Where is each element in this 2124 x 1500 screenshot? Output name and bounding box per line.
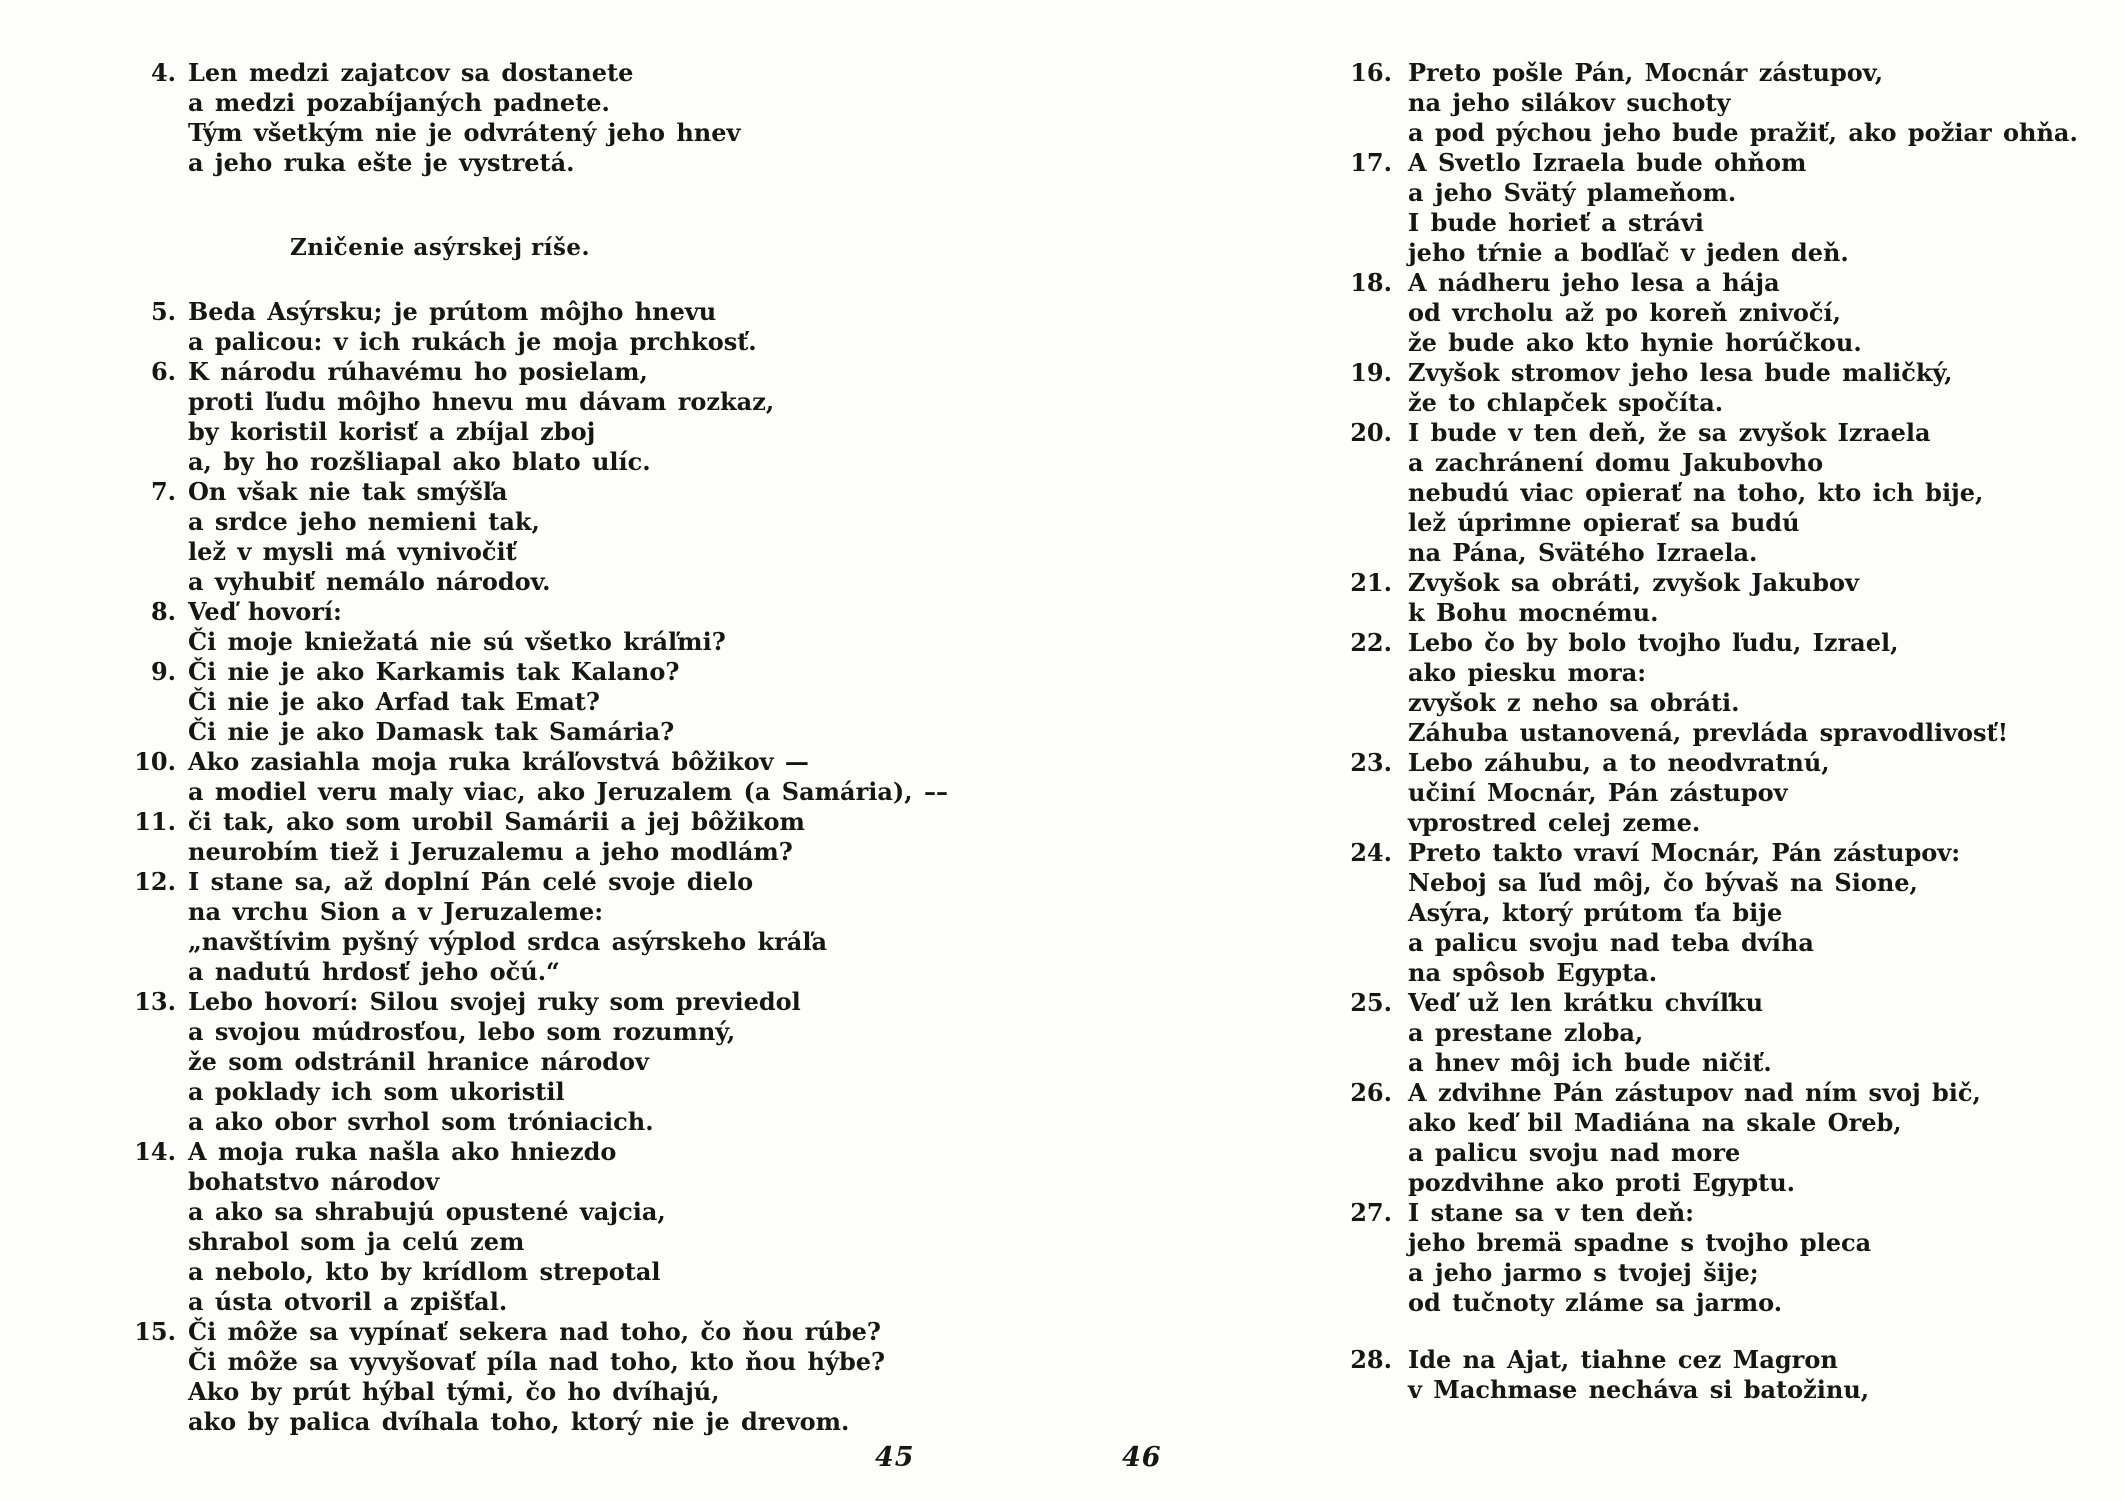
verse-number: 22. (1350, 628, 1392, 657)
verse-4 (130, 58, 900, 178)
verse-18 (1342, 268, 2122, 358)
verse-20 (1342, 418, 2122, 568)
verse-text (188, 747, 948, 807)
verse-line: a ako obor svrhol som tróniacich. (188, 1107, 654, 1136)
verse-number: 14. (134, 1137, 176, 1166)
verse-line: Zvyšok stromov jeho lesa bude maličký, (1408, 358, 1953, 387)
verse-line: by koristil korisť a zbíjal zboj (188, 417, 596, 446)
verse-line: a palicou: v ich rukách je moja prchkosť. (188, 327, 757, 356)
verse-line: Veď už len krátku chvíľku (1408, 988, 1764, 1017)
verse-10 (130, 747, 948, 807)
verse-21 (1342, 568, 2122, 628)
verse-line: proti ľudu môjho hnevu mu dávam rozkaz, (188, 387, 775, 416)
verse-27 (1342, 1198, 2122, 1318)
verse-line: že to chlapček spočíta. (1408, 388, 1724, 417)
verse-line: Veď hovorí: (188, 597, 342, 626)
verse-text (1408, 358, 2122, 418)
verse-11 (130, 807, 900, 867)
verse-text (188, 987, 900, 1137)
verse-text (188, 1137, 900, 1317)
verse-line: Lebo hovorí: Silou svojej ruky som previedol (188, 987, 801, 1016)
verse-number: 6. (150, 357, 176, 386)
verse-line: a poklady ich som ukoristil (188, 1077, 565, 1106)
verse-line: Ako by prút hýbal tými, čo ho dvíhajú, (188, 1377, 720, 1406)
verse-line: jeho tŕnie a bodľač v jeden deň. (1408, 238, 1849, 267)
verse-line: na jeho silákov suchoty (1408, 88, 1731, 117)
verse-line: a palicu svoju nad teba dvíha (1408, 928, 1814, 957)
verse-line: a ústa otvoril a zpišťal. (188, 1287, 508, 1316)
verse-text (1408, 1078, 2122, 1198)
section-heading: Zničenie asýrskej ríše. (289, 234, 591, 261)
verse-line: A moja ruka našla ako hniezdo (188, 1137, 617, 1166)
verse-text (1408, 568, 2122, 628)
verse-line: Či nie je ako Karkamis tak Kalano? (188, 657, 680, 686)
verse-text (188, 1317, 900, 1437)
verse-line: a pod pýchou jeho bude pražiť, ako požiar ohňa. (1408, 118, 2078, 147)
verse-line: a nebolo, kto by krídlom strepotal (188, 1257, 661, 1286)
verse-number: 27. (1350, 1198, 1392, 1227)
verse-number: 24. (1350, 838, 1392, 867)
verse-line: a nadutú hrdosť jeho očú.“ (188, 957, 560, 986)
verse-number: 28. (1350, 1345, 1392, 1374)
verse-text (188, 477, 900, 597)
verse-line: a vyhubiť nemálo národov. (188, 567, 551, 596)
verse-number: 19. (1350, 358, 1392, 387)
verse-number: 21. (1350, 568, 1392, 597)
verse-text (188, 297, 900, 357)
verse-line: ako piesku mora: (1408, 658, 1647, 687)
verse-25 (1342, 988, 2122, 1078)
verse-text (1408, 1345, 2122, 1405)
left-page-text-column (130, 58, 948, 1437)
verse-line: bohatstvo národov (188, 1167, 440, 1196)
verse-line: Či nie je ako Damask tak Samária? (188, 717, 675, 746)
verse-line: Zvyšok sa obráti, zvyšok Jakubov (1408, 568, 1859, 597)
verse-text (1408, 418, 2122, 568)
verse-12 (130, 867, 900, 987)
verse-line: a palicu svoju nad more (1408, 1138, 1741, 1167)
verse-line: a jeho ruka ešte je vystretá. (188, 148, 575, 177)
verse-line: I bude horieť a strávi (1408, 208, 1704, 237)
verse-9 (130, 657, 900, 747)
verse-line: a medzi pozabíjaných padnete. (188, 88, 610, 117)
verse-line: a jeho jarmo s tvojej šije; (1408, 1258, 1759, 1287)
verse-text (188, 597, 900, 657)
verse-text (188, 867, 900, 987)
verse-line: k Bohu mocnému. (1408, 598, 1659, 627)
page-number-left: 45 (875, 1442, 915, 1473)
verse-line: že som odstránil hranice národov (188, 1047, 649, 1076)
verse-line: ako by palica dvíhala toho, ktorý nie je drevom. (188, 1407, 850, 1436)
verse-line: K národu rúhavému ho posielam, (188, 357, 648, 386)
verse-number: 16. (1350, 58, 1392, 87)
verse-line: učiní Mocnár, Pán zástupov (1408, 778, 1788, 807)
verse-line: na spôsob Egypta. (1408, 958, 1658, 987)
verse-number: 26. (1350, 1078, 1392, 1107)
verse-line: na vrchu Sion a v Jeruzaleme: (188, 897, 604, 926)
verse-line: Len medzi zajatcov sa dostanete (188, 58, 634, 87)
verse-6 (130, 357, 900, 477)
verse-line: Či moje kniežatá nie sú všetko kráľmi? (188, 627, 726, 656)
verse-22 (1342, 628, 2122, 748)
verse-line: pozdvihne ako proti Egyptu. (1408, 1168, 1796, 1197)
verse-19 (1342, 358, 2122, 418)
verse-line: a prestane zloba, (1408, 1018, 1644, 1047)
verse-line: Záhuba ustanovená, prevláda spravodlivosť! (1408, 718, 2009, 747)
verse-line: A nádheru jeho lesa a hája (1408, 268, 1780, 297)
verse-number: 11. (134, 807, 176, 836)
verse-5 (130, 297, 900, 357)
verse-number: 9. (150, 657, 176, 686)
verse-number: 17. (1350, 148, 1392, 177)
verse-line: že bude ako kto hynie horúčkou. (1408, 328, 1862, 357)
verse-line: v Machmase necháva si batožinu, (1408, 1375, 1870, 1404)
verse-text (1408, 988, 2122, 1078)
verse-line: I bude v ten deň, že sa zvyšok Izraela (1408, 418, 1931, 447)
verse-line: Či môže sa vyvyšovať píla nad toho, kto ňou hýbe? (188, 1347, 886, 1376)
verse-7 (130, 477, 900, 597)
verse-line: na Pána, Svätého Izraela. (1408, 538, 1758, 567)
verse-line: lež úprimne opierať sa budú (1408, 508, 1800, 537)
verse-line: I stane sa, až doplní Pán celé svoje dielo (188, 867, 754, 896)
verse-line: nebudú viac opierať na toho, kto ich bije, (1408, 478, 1984, 507)
verse-number: 18. (1350, 268, 1392, 297)
verse-line: neurobím tiež i Jeruzalemu a jeho modlám? (188, 837, 793, 866)
verse-text (1408, 1198, 2122, 1318)
verse-line: Neboj sa ľud môj, čo bývaš na Sione, (1408, 868, 1918, 897)
verse-number: 8. (150, 597, 176, 626)
verse-line: Ako zasiahla moja ruka kráľovstvá bôžikov — (188, 747, 809, 776)
verse-line: Preto pošle Pán, Mocnár zástupov, (1408, 58, 1884, 87)
verse-26 (1342, 1078, 2122, 1198)
verse-line: a zachránení domu Jakubovho (1408, 448, 1824, 477)
verse-line: „navštívim pyšný výplod srdca asýrskeho kráľa (188, 927, 828, 956)
verse-number: 20. (1350, 418, 1392, 447)
verse-text (1408, 838, 2122, 988)
verse-line: Lebo záhubu, a to neodvratnú, (1408, 748, 1830, 777)
verse-text (1408, 628, 2122, 748)
verse-line: od vrcholu až po koreň znivočí, (1408, 298, 1841, 327)
verse-number: 5. (150, 297, 176, 326)
verse-line: ako keď bil Madiána na skale Oreb, (1408, 1108, 1902, 1137)
verse-line: shrabol som ja celú zem (188, 1227, 525, 1256)
verse-text (188, 657, 900, 747)
verse-number: 7. (150, 477, 176, 506)
verse-line: Preto takto vraví Mocnár, Pán zástupov: (1408, 838, 1961, 867)
verse-line: Asýra, ktorý prútom ťa bije (1408, 898, 1783, 927)
verse-line: a modiel veru maly viac, ako Jeruzalem (a Samária), –– (188, 777, 948, 806)
verse-8 (130, 597, 900, 657)
verse-line: a hnev môj ich bude ničiť. (1408, 1048, 1772, 1077)
verse-line: Lebo čo by bolo tvojho ľudu, Izrael, (1408, 628, 1899, 657)
verse-line: jeho bremä spadne s tvojho pleca (1408, 1228, 1872, 1257)
verse-text (188, 58, 900, 178)
verse-line: a jeho Svätý plameňom. (1408, 178, 1737, 207)
verse-number: 15. (134, 1317, 176, 1346)
verse-number: 23. (1350, 748, 1392, 777)
verse-17 (1342, 148, 2122, 268)
verse-line: či tak, ako som urobil Samárii a jej bôžikom (188, 807, 805, 836)
right-page-text-column (1342, 58, 2122, 1405)
verse-line: lež v mysli má vynivočiť (188, 537, 517, 566)
verse-number: 13. (134, 987, 176, 1016)
verse-text (188, 357, 900, 477)
verse-text (188, 807, 900, 867)
verse-line: vprostred celej zeme. (1408, 808, 1701, 837)
verse-number: 10. (134, 747, 176, 776)
verse-line: zvyšok z neho sa obráti. (1408, 688, 1740, 717)
page-number-right: 46 (1122, 1442, 1162, 1473)
verse-text (1408, 268, 2122, 358)
verse-line: On však nie tak smýšľa (188, 477, 508, 506)
verse-text (1408, 148, 2122, 268)
verse-number: 4. (150, 58, 176, 87)
verse-line: Tým všetkým nie je odvrátený jeho hnev (188, 118, 741, 147)
verse-24 (1342, 838, 2122, 988)
verse-number: 12. (134, 867, 176, 896)
verse-line: A Svetlo Izraela bude ohňom (1408, 148, 1807, 177)
verse-16 (1342, 58, 2122, 148)
verse-15 (130, 1317, 900, 1437)
verse-line: Či môže sa vypínať sekera nad toho, čo ňou rúbe? (188, 1317, 881, 1346)
verse-line: I stane sa v ten deň: (1408, 1198, 1695, 1227)
verse-line: Či nie je ako Arfad tak Emat? (188, 687, 600, 716)
verse-text (1408, 58, 2122, 148)
verse-number: 25. (1350, 988, 1392, 1017)
verse-line: a svojou múdrosťou, lebo som rozumný, (188, 1017, 736, 1046)
verse-text (1408, 748, 2122, 838)
verse-line: A zdvihne Pán zástupov nad ním svoj bič, (1408, 1078, 1981, 1107)
verse-line: od tučnoty zláme sa jarmo. (1408, 1288, 1783, 1317)
verse-13 (130, 987, 900, 1137)
verse-14 (130, 1137, 900, 1317)
verse-line: Ide na Ajat, tiahne cez Magron (1408, 1345, 1838, 1374)
verse-line: a ako sa shrabujú opustené vajcia, (188, 1197, 666, 1226)
verse-23 (1342, 748, 2122, 838)
verse-line: a srdce jeho nemieni tak, (188, 507, 540, 536)
verse-28 (1342, 1345, 2122, 1405)
verse-line: Beda Asýrsku; je prútom môjho hnevu (188, 297, 717, 326)
verse-line: a, by ho rozšliapal ako blato ulíc. (188, 447, 651, 476)
